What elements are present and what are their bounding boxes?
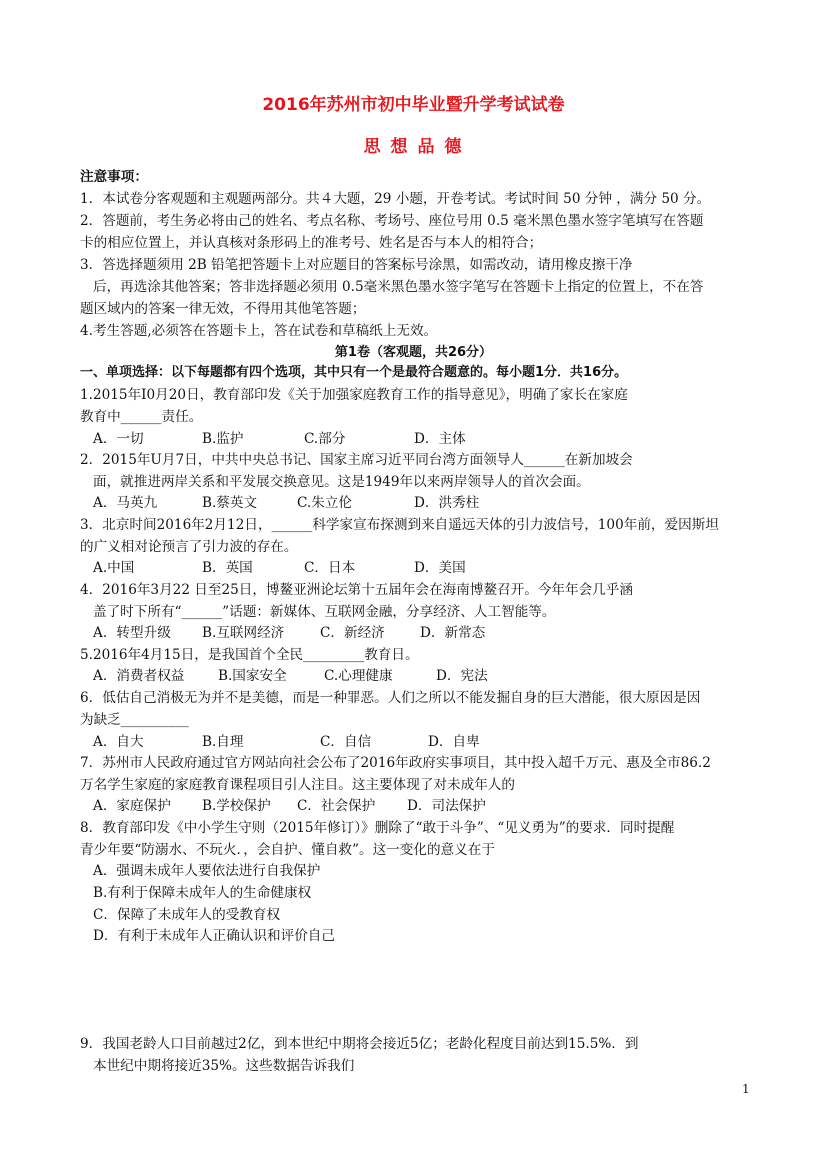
note-line: 2．答题前，考生务必将由己的姓名、考点名称、考场号、座位号用 0.5 毫米黑色墨水签字笔填写在答题	[80, 213, 704, 229]
question-stem: 本世纪中期将接近35%。这些数据告诉我们	[93, 1058, 355, 1074]
note-line: 题区域内的答案一律无效，不得用其他笔答题；	[80, 301, 366, 317]
exam-title: 2016年苏州市初中毕业暨升学考试试卷	[262, 95, 565, 115]
question-stem: 9．我国老龄人口目前越过2亿，到本世纪中期将会接近5亿；老龄化程度目前达到15.5%．到	[80, 1036, 639, 1052]
notes-heading: 注意事项：	[80, 169, 148, 185]
question-stem: 万名学生家庭的家庭教育课程项目引人注目。这主要体现了对未成年人的	[80, 777, 515, 793]
option-d: D．主体	[414, 431, 466, 447]
option-c: C．新经济	[320, 625, 385, 641]
option-a: A．一切	[93, 431, 144, 447]
option-a: A．自大	[93, 734, 144, 750]
question-stem: 青少年要“防溺水、不玩火．，会自护、懂自救”。这一变化的意义在于	[80, 842, 495, 858]
option-c: C.心理健康	[324, 668, 393, 684]
option-a: A．家庭保护	[93, 798, 171, 814]
question-stem: 3．北京时间2016年2月12日，______科学家宣布探测到来自遥远天体的引力波信号，100年前，爱因斯坦	[80, 517, 719, 533]
option-c: C.朱立伦	[297, 495, 353, 511]
option-a: A．强调未成年人要依法进行自我保护	[93, 863, 321, 879]
question-stem: 1.2015年I0月20日，教育部印发《关于加强家庭教育工作的指导意见》，明确了家长在家庭	[80, 387, 628, 403]
option-b: B.自理	[202, 734, 244, 750]
option-b: B.国家安全	[218, 668, 287, 684]
option-d: D．自卑	[428, 734, 480, 750]
section-instruction: 一、单项选择：以下每题都有四个选项，其中只有一个是最符合题意的。每小题1分．共16分。	[80, 365, 628, 380]
question-stem: 盖了时下所有“______”话题：新媒体、互联网金融，分享经济、人工智能等。	[93, 604, 556, 620]
option-b: B.互联网经济	[202, 625, 285, 641]
question-stem: 2．2015年U月7日，中共中央总书记、国家主席习近平同台湾方面领导人______在新加坡会	[80, 452, 633, 468]
note-line: 后，再选涂其他答案；答非选择题必须用 0.5毫米黑色墨水签字笔写在答题卡上指定的位置上，不在答	[93, 279, 704, 295]
option-d: D．美国	[414, 560, 466, 576]
option-b: B.学校保护	[202, 798, 271, 814]
question-stem: 面，就推进两岸关系和平发展交换意见。这是1949年以来两岸领导人的首次会面。	[93, 474, 590, 490]
option-a: A．马英九	[93, 495, 158, 511]
option-a: A．消费者权益	[93, 668, 185, 684]
question-stem: 4．2016年3月22 日至25日，博鳌亚洲论坛第十五届年会在海南博鳌召开。今年年会几乎涵	[80, 582, 633, 598]
option-c: C．保障了未成年人的受教育权	[93, 907, 281, 923]
option-d: D．洪秀柱	[414, 495, 480, 511]
option-c: C．自信	[320, 734, 372, 750]
option-b: B．英国	[202, 560, 253, 576]
page-number: 1	[742, 1082, 750, 1096]
option-c: C.部分	[304, 431, 346, 447]
question-stem: 6．低估自己消极无为并不是美德，而是一种罪恶。人们之所以不能发掘自身的巨大潜能，很大原因是因	[80, 690, 701, 706]
option-b: B.蔡英文	[202, 495, 258, 511]
option-b: B.监护	[202, 431, 244, 447]
note-line: 1．本试卷分客观题和主观题两部分。共４大题，29 小题，开卷考试。考试时间 50 分钟 ，满分 50 分。	[80, 191, 711, 207]
option-c: C．社会保护	[297, 798, 376, 814]
question-stem: 为缺乏__________	[80, 712, 189, 728]
question-stem: 7．苏州市人民政府通过官方网站向社会公布了2016年政府实事项目，其中投入超千万元、惠及全市86.2	[80, 755, 711, 771]
note-line: 3．答选择题须用 2B 铅笔把答题卡上对应题目的答案标号涂黑，如需改动，请用橡皮擦干净	[80, 257, 633, 273]
option-c: C．日本	[304, 560, 356, 576]
question-stem: 5.2016年4月15日，是我国首个全民_________教育日。	[80, 647, 419, 663]
option-d: D．有利于未成年人正确认识和评价自己	[93, 928, 335, 944]
option-a: A．转型升级	[93, 625, 171, 641]
section-heading: 第1卷（客观题，共26分）	[334, 345, 493, 360]
note-line: 卡的相应位置上，并认真核对条形码上的准考号、姓名是否与本人的相符合；	[80, 235, 543, 251]
option-a: A.中国	[93, 560, 135, 576]
question-stem: 8．教育部印发《中小学生守则（2015年修订）》删除了“敢于斗争”、“见义勇为”的要求．同时提醒	[80, 820, 675, 836]
question-stem: 教育中______责任。	[80, 409, 203, 425]
option-d: D．新常态	[420, 625, 486, 641]
option-d: D．宪法	[436, 668, 488, 684]
option-d: D．司法保护	[407, 798, 486, 814]
subject-title: 思 想 品 德	[363, 137, 464, 157]
question-stem: 的广义相对论预言了引力波的存在。	[80, 539, 298, 555]
note-line: 4.考生答题,必须答在答题卡上，答在试卷和草稿纸上无效。	[80, 323, 438, 339]
option-b: B.有利于保障未成年人的生命健康权	[93, 885, 312, 901]
